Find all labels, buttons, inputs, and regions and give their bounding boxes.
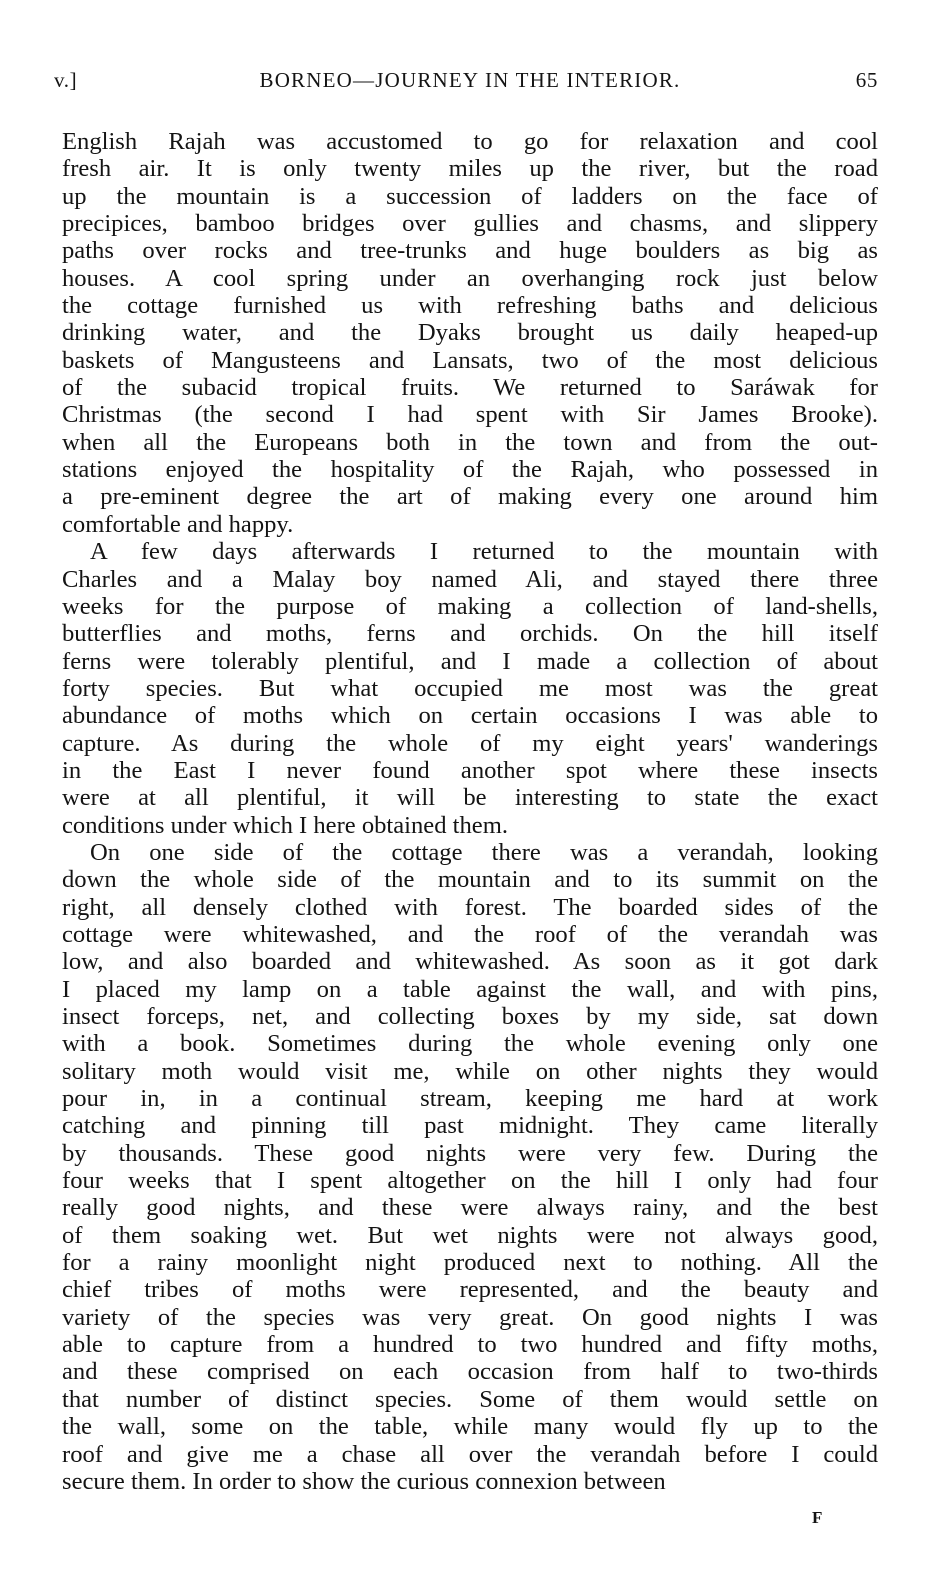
text-line: with a book. Sometimes during the whole evening only one: [62, 1030, 878, 1058]
text-line: really good nights, and these were always rainy, and the best: [62, 1194, 878, 1222]
text-line: forty species. But what occupied me most was the great: [62, 674, 878, 702]
chapter-number: v.]: [54, 68, 78, 92]
text-line: pour in, in a continual stream, keeping me hard at work: [62, 1085, 878, 1113]
text-line: houses. A cool spring under an overhanging rock just below: [62, 264, 878, 292]
text-line: precipices, bamboo bridges over gullies and chasms, and slippery: [62, 210, 878, 238]
text-line: insect forceps, net, and collecting boxes by my side, sat down: [62, 1003, 878, 1030]
text-line: of the subacid tropical fruits. We returned to Saráwak for: [62, 374, 878, 402]
text-line: low, and also boarded and whitewashed. As soon as it got dark: [62, 948, 878, 976]
text-line: abundance of moths which on certain occasions I was able to: [62, 702, 878, 730]
running-title: BORNEO—JOURNEY IN THE INTERIOR.: [259, 68, 681, 92]
text-line: a pre-eminent degree the art of making every one around him: [62, 483, 878, 511]
paragraph: [62, 128, 878, 538]
text-line: paths over rocks and tree-trunks and huge boulders as big as: [62, 237, 878, 265]
text-line: that number of distinct species. Some of them would settle on: [62, 1385, 878, 1413]
text-line: Charles and a Malay boy named Ali, and stayed there three: [62, 565, 878, 593]
text-line: of them soaking wet. But wet nights were not always good,: [62, 1221, 878, 1249]
text-line: four weeks that I spent altogether on the hill I only had four: [62, 1167, 878, 1195]
text-line: I placed my lamp on a table against the wall, and with pins,: [62, 975, 878, 1003]
text-line: the wall, some on the table, while many would fly up to the: [62, 1413, 878, 1441]
text-line: drinking water, and the Dyaks brought us daily heaped-up: [62, 319, 878, 347]
book-page: [54, 68, 878, 1495]
text-line: baskets of Mangusteens and Lansats, two of the most delicious: [62, 346, 878, 374]
text-line: comfortable and happy.: [62, 510, 294, 538]
text-line: were at all plentiful, it will be interesting to state the exact: [62, 784, 878, 812]
paragraph: [62, 538, 878, 839]
text-line: chief tribes of moths were represented, and the beauty and: [62, 1276, 878, 1304]
text-line: English Rajah was accustomed to go for relaxation and cool: [62, 128, 878, 155]
signature-mark: F: [812, 1508, 823, 1527]
text-line: butterflies and moths, ferns and orchids. On the hill itself: [62, 620, 878, 648]
text-line: variety of the species was very great. On good nights I was: [62, 1303, 878, 1331]
text-line: catching and pinning till past midnight. They came literally: [62, 1112, 878, 1140]
running-head: [54, 68, 878, 104]
text-line: stations enjoyed the hospitality of the Rajah, who possessed in: [62, 456, 878, 484]
text-line: the cottage furnished us with refreshing baths and delicious: [62, 292, 878, 320]
text-line: cottage were whitewashed, and the roof of the verandah was: [62, 920, 878, 948]
text-line: for a rainy moonlight night produced next to nothing. All the: [62, 1249, 878, 1277]
text-line: up the mountain is a succession of ladders on the face of: [62, 182, 878, 210]
text-line: right, all densely clothed with forest. The boarded sides of the: [62, 893, 878, 921]
text-line: secure them. In order to show the curious connexion between: [62, 1467, 666, 1495]
text-line: Christmas (the second I had spent with Sir James Brooke).: [62, 401, 878, 429]
text-line: capture. As during the whole of my eight years' wanderings: [62, 729, 878, 757]
paragraph: [62, 839, 878, 1495]
text-line: by thousands. These good nights were very few. During the: [62, 1139, 878, 1167]
text-line: and these comprised on each occasion from half to two-thirds: [62, 1358, 878, 1386]
page-number: 65: [855, 68, 878, 92]
text-line: ferns were tolerably plentiful, and I made a collection of about: [62, 647, 878, 675]
text-line: down the whole side of the mountain and to its summit on the: [62, 866, 878, 894]
body-text: [62, 128, 878, 1495]
text-line: roof and give me a chase all over the verandah before I could: [62, 1440, 878, 1468]
text-line: fresh air. It is only twenty miles up the river, but the road: [62, 155, 878, 183]
text-line: A few days afterwards I returned to the mountain with: [90, 538, 878, 566]
text-line: conditions under which I here obtained them.: [62, 811, 508, 839]
text-line: able to capture from a hundred to two hundred and fifty moths,: [62, 1331, 878, 1359]
text-line: when all the Europeans both in the town and from the out-: [62, 428, 878, 456]
text-line: solitary moth would visit me, while on other nights they would: [62, 1057, 878, 1085]
text-line: in the East I never found another spot where these insects: [62, 756, 878, 784]
text-line: On one side of the cottage there was a verandah, looking: [90, 838, 878, 866]
text-line: weeks for the purpose of making a collection of land-shells,: [62, 592, 878, 620]
